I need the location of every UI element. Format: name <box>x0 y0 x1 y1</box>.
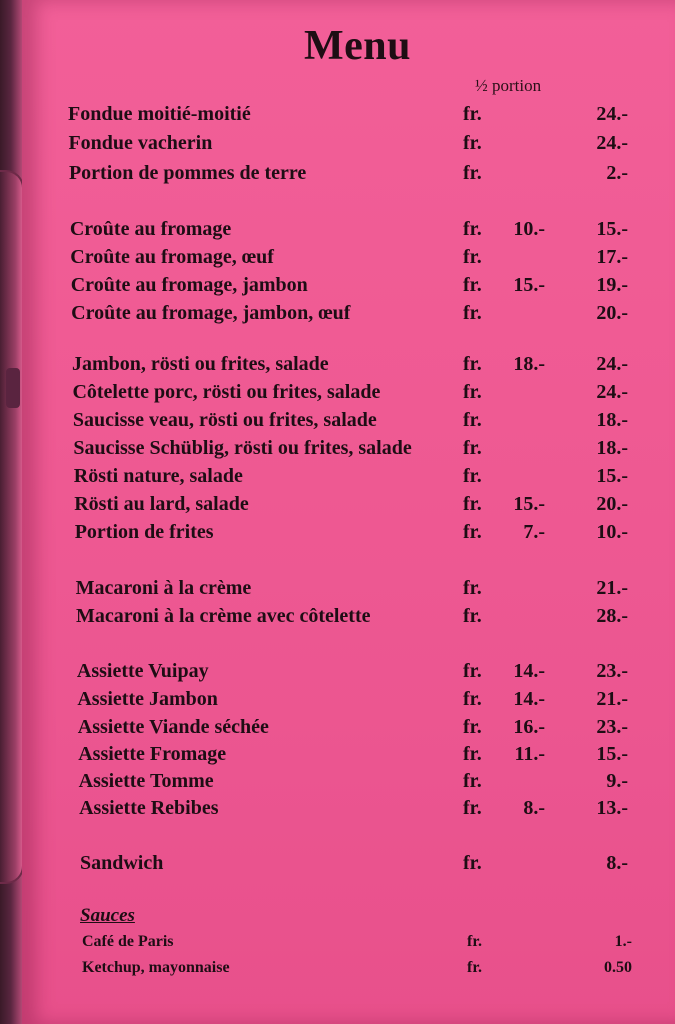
menu-item-half-price: 10.- <box>513 218 545 240</box>
menu-item-currency: fr. <box>463 103 482 125</box>
menu-item-full-price: 20.- <box>596 302 628 324</box>
menu-item-currency: fr. <box>463 302 482 324</box>
menu-item <box>0 521 675 549</box>
menu-item-currency: fr. <box>463 852 482 874</box>
menu-item <box>0 605 675 633</box>
menu-item-name: Croûte au fromage, jambon <box>70 274 308 296</box>
menu-item <box>0 409 675 437</box>
sauce-item-price: 0.50 <box>604 959 632 976</box>
menu-item-currency: fr. <box>463 218 482 240</box>
menu-item-currency: fr. <box>463 716 482 738</box>
menu-item-name: Assiette Jambon <box>77 688 218 710</box>
sauce-item-name: Ketchup, mayonnaise <box>82 959 230 976</box>
menu-item-name: Saucisse veau, rösti ou frites, salade <box>72 409 377 431</box>
menu-item <box>0 132 675 160</box>
menu-item-name: Portion de frites <box>74 521 214 543</box>
sauce-item <box>0 933 675 955</box>
menu-item-name: Portion de pommes de terre <box>68 162 307 184</box>
menu-item-currency: fr. <box>463 409 482 431</box>
menu-item-currency: fr. <box>463 577 482 599</box>
menu-item-currency: fr. <box>463 688 482 710</box>
menu-item-full-price: 18.- <box>596 437 628 459</box>
menu-item <box>0 437 675 465</box>
menu-item <box>0 852 675 880</box>
menu-item-full-price: 18.- <box>596 409 628 431</box>
menu-item-currency: fr. <box>463 605 482 627</box>
menu-item-currency: fr. <box>463 381 482 403</box>
menu-item-name: Jambon, rösti ou frites, salade <box>72 353 329 375</box>
sauce-item-currency: fr. <box>467 959 482 976</box>
menu-item-half-price: 15.- <box>513 493 545 515</box>
menu-item-name: Croûte au fromage, œuf <box>70 246 274 268</box>
menu-item <box>0 162 675 190</box>
menu-item-full-price: 28.- <box>596 605 628 627</box>
menu-item <box>0 770 675 798</box>
menu-item-full-price: 24.- <box>596 381 628 403</box>
menu-item-full-price: 8.- <box>606 852 628 874</box>
menu-item-full-price: 21.- <box>596 577 628 599</box>
menu-item-currency: fr. <box>463 132 482 154</box>
menu-item-full-price: 15.- <box>596 743 628 765</box>
menu-item <box>0 274 675 302</box>
menu-item-name: Assiette Vuipay <box>76 660 209 682</box>
menu-item-full-price: 2.- <box>606 162 628 184</box>
menu-item-currency: fr. <box>463 660 482 682</box>
menu-item-full-price: 21.- <box>596 688 628 710</box>
menu-item-name: Macaroni à la crème avec côtelette <box>76 605 371 627</box>
menu-item-currency: fr. <box>463 521 482 543</box>
sauce-item-currency: fr. <box>467 933 482 950</box>
menu-item <box>0 660 675 688</box>
menu-item-half-price: 16.- <box>513 716 545 738</box>
menu-item <box>0 493 675 521</box>
half-portion-header: ½ portion <box>475 76 542 95</box>
menu-item-name: Fondue moitié-moitié <box>68 103 251 125</box>
menu-item-name: Côtelette porc, rösti ou frites, salade <box>72 381 381 403</box>
menu-item-name: Saucisse Schüblig, rösti ou frites, salade <box>73 437 412 459</box>
menu-item-currency: fr. <box>463 246 482 268</box>
menu-item-currency: fr. <box>463 743 482 765</box>
menu-item-name: Assiette Rebibes <box>79 797 219 819</box>
menu-item <box>0 688 675 716</box>
menu-item-half-price: 11.- <box>514 743 545 765</box>
menu-item-name: Croûte au fromage, jambon, œuf <box>71 302 351 324</box>
menu-item <box>0 353 675 381</box>
menu-item-full-price: 19.- <box>596 274 628 296</box>
menu-item <box>0 465 675 493</box>
menu-item-full-price: 15.- <box>596 465 628 487</box>
menu-item-half-price: 7.- <box>523 521 545 543</box>
sauces-heading: Sauces <box>80 905 135 926</box>
menu-item-name: Macaroni à la crème <box>75 577 252 599</box>
menu-title: Menu <box>304 23 411 69</box>
menu-item-name: Assiette Viande séchée <box>77 716 269 738</box>
menu-item-full-price: 24.- <box>596 103 628 125</box>
menu-item-half-price: 14.- <box>513 660 545 682</box>
menu-item-name: Sandwich <box>79 852 164 874</box>
menu-item-full-price: 24.- <box>596 132 628 154</box>
menu-item-currency: fr. <box>463 353 482 375</box>
menu-item-full-price: 10.- <box>596 521 628 543</box>
menu-item-name: Assiette Fromage <box>78 743 227 765</box>
menu-item-half-price: 14.- <box>513 688 545 710</box>
menu-item-currency: fr. <box>463 465 482 487</box>
menu-item <box>0 577 675 605</box>
menu-item-currency: fr. <box>463 797 482 819</box>
menu-item <box>0 218 675 246</box>
menu-item-currency: fr. <box>463 162 482 184</box>
menu-item-name: Croûte au fromage <box>69 218 232 240</box>
menu-item <box>0 743 675 771</box>
menu-item-full-price: 20.- <box>596 493 628 515</box>
menu-item <box>0 246 675 274</box>
menu-item-full-price: 23.- <box>596 660 628 682</box>
menu-item-currency: fr. <box>463 770 482 792</box>
menu-item <box>0 381 675 409</box>
menu-item <box>0 302 675 330</box>
menu-item-half-price: 15.- <box>513 274 545 296</box>
sauce-item <box>0 959 675 981</box>
menu-item-full-price: 15.- <box>596 218 628 240</box>
sauce-item-price: 1.- <box>614 933 632 950</box>
sauce-item-name: Café de Paris <box>82 933 174 950</box>
menu-item-full-price: 23.- <box>596 716 628 738</box>
menu-item-half-price: 8.- <box>523 797 545 819</box>
menu-item-name: Rösti nature, salade <box>73 465 243 487</box>
menu-item-full-price: 17.- <box>596 246 628 268</box>
menu-item-name: Rösti au lard, salade <box>74 493 249 515</box>
menu-item <box>0 797 675 825</box>
menu-item-full-price: 13.- <box>596 797 628 819</box>
menu-item-currency: fr. <box>463 274 482 296</box>
menu-item <box>0 716 675 744</box>
menu-item-name: Fondue vacherin <box>68 132 213 154</box>
menu-item-half-price: 18.- <box>513 353 545 375</box>
menu-item-currency: fr. <box>463 437 482 459</box>
menu-item-full-price: 24.- <box>596 353 628 375</box>
menu-item-name: Assiette Tomme <box>78 770 214 792</box>
menu-item <box>0 103 675 131</box>
menu-item-currency: fr. <box>463 493 482 515</box>
menu-item-full-price: 9.- <box>606 770 628 792</box>
